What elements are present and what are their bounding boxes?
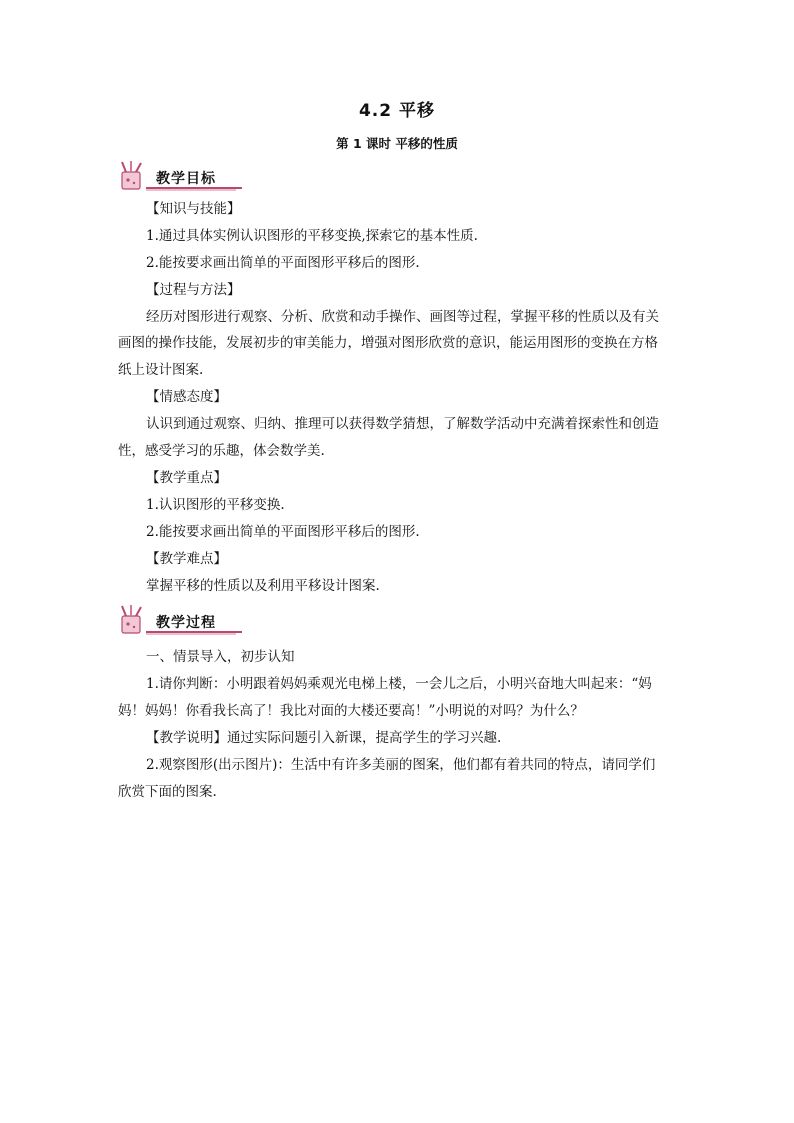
text-line: 2.能按要求画出简单的平面图形平移后的图形. bbox=[146, 255, 420, 271]
text-line: 【知识与技能】 bbox=[146, 201, 241, 217]
section-header-goals bbox=[116, 160, 246, 194]
text-line: 【教学说明】通过实际问题引入新课，提高学生的学习兴趣. bbox=[146, 730, 502, 746]
text-line: 性，感受学习的乐趣，体会数学美. bbox=[118, 443, 325, 459]
text-line: 掌握平移的性质以及利用平移设计图案. bbox=[146, 578, 380, 594]
text-line: 1.认识图形的平移变换. bbox=[146, 497, 285, 513]
text-line: 认识到通过观察、归纳、推理可以获得数学猜想，了解数学活动中充满着探索性和创造 bbox=[146, 416, 659, 432]
text-line: 【教学难点】 bbox=[146, 551, 227, 567]
text-line: 一、情景导入，初步认知 bbox=[146, 649, 295, 665]
section-header-process bbox=[116, 604, 246, 638]
text-line: 经历对图形进行观察、分析、欣赏和动手操作、画图等过程，掌握平移的性质以及有关 bbox=[146, 309, 659, 325]
text-line: 纸上设计图案. bbox=[118, 362, 204, 378]
page-subtitle: 第 1 课时 平移的性质 bbox=[336, 136, 458, 151]
page-title: 4.2 平移 bbox=[358, 101, 436, 121]
text-line: 画图的操作技能，发展初步的审美能力，增强对图形欣赏的意识，能运用图形的变换在方格 bbox=[118, 335, 658, 351]
text-line: 2.观察图形(出示图片)：生活中有许多美丽的图案，他们都有着共同的特点，请同学们 bbox=[146, 757, 656, 773]
text-line: 2.能按要求画出简单的平面图形平移后的图形. bbox=[146, 524, 420, 540]
text-line: 【情感态度】 bbox=[146, 389, 227, 405]
text-line: 1.通过具体实例认识图形的平移变换,探索它的基本性质. bbox=[146, 228, 478, 244]
section-title: 教学过程 bbox=[156, 615, 216, 631]
text-line: 妈！妈妈！你看我长高了！我比对面的大楼还要高！”小明说的对吗？为什么？ bbox=[118, 703, 584, 719]
section-title: 教学目标 bbox=[156, 171, 216, 187]
text-line: 【过程与方法】 bbox=[146, 282, 241, 298]
text-line: 欣赏下面的图案. bbox=[118, 784, 217, 800]
text-line: 【教学重点】 bbox=[146, 470, 227, 486]
text-line: 1.请你判断：小明跟着妈妈乘观光电梯上楼，一会儿之后，小明兴奋地大叫起来：“妈 bbox=[146, 676, 652, 692]
